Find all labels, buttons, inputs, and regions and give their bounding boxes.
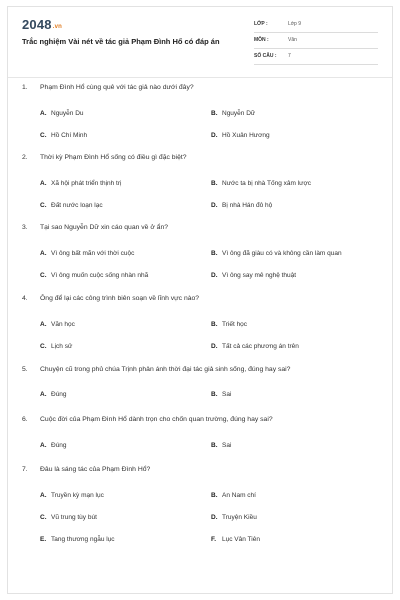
option-label: Lịch sử [51,343,73,350]
question-text [22,224,168,231]
question-text [22,416,273,423]
option-label: Hồ Chí Minh [51,132,88,139]
meta-row-subject [254,35,378,49]
option-b[interactable] [211,250,342,257]
meta-row-class [254,19,378,33]
option-b[interactable] [211,391,231,398]
question-text [22,84,194,91]
quiz-page [7,6,393,594]
option-label: Vũ trung tùy bút [51,514,97,521]
option-letter: D. [211,343,218,350]
option-label: Nguyễn Du [51,110,84,117]
option-letter: C. [40,202,47,209]
option-letter: A. [40,391,47,398]
option-e[interactable] [40,536,115,543]
question-label: Cuộc đời của Phạm Đình Hổ dành trọn cho chốn quan trường, đúng hay sai? [40,416,273,423]
option-letter: B. [211,110,218,117]
meta-info [254,19,378,67]
option-label: Văn học [51,321,75,328]
option-d[interactable] [211,202,272,209]
option-letter: E. [40,536,47,543]
question-number: 7. [22,466,28,473]
question-label: Ông để lại các công trình biên soạn về lĩnh vực nào? [40,295,200,302]
logo-suffix: .vn [52,24,63,30]
option-b[interactable] [211,492,256,499]
question-label: Chuyện cũ trong phủ chúa Trịnh phản ánh thời đại tác giả sinh sống, đúng hay sai? [40,366,291,373]
option-label: Hồ Xuân Hương [222,132,270,139]
option-letter: B. [211,391,218,398]
option-label: Tất cả các phương án trên [222,343,299,350]
option-letter: F. [211,536,217,543]
meta-row-count [254,51,378,65]
meta-value-count: 7 [288,53,291,59]
header-divider [8,77,392,78]
option-label: Triết học [222,321,248,328]
option-label: Truyền kỳ mạn lục [51,492,104,499]
option-letter: B. [211,250,218,257]
option-label: Đúng [51,391,67,398]
option-c[interactable] [40,514,97,521]
option-letter: C. [40,514,47,521]
question-text [22,466,150,473]
option-label: Bị nhà Hán đô hộ [222,202,273,209]
option-d[interactable] [211,132,270,139]
option-a[interactable] [40,110,84,117]
question-text [22,295,199,302]
option-d[interactable] [211,343,299,350]
option-letter: C. [40,343,47,350]
option-f[interactable] [211,536,260,543]
question-number: 6. [22,416,28,423]
option-letter: D. [211,272,218,279]
option-label: Sai [222,391,232,398]
option-label: Vì ông say mê nghệ thuật [222,272,297,279]
meta-label-subject: MÔN : [254,37,269,43]
option-label: An Nam chí [222,492,256,499]
meta-value-class: Lớp 9 [288,21,302,27]
option-b[interactable] [211,442,231,449]
question-label: Thời kỳ Phạm Đình Hổ sống có điều gì đặc biệt? [40,154,187,161]
question-number: 2. [22,154,28,161]
option-label: Xã hội phát triển thịnh trị [51,180,122,187]
option-label: Đất nước loạn lạc [51,202,103,209]
logo-number: 2048 [22,17,52,32]
option-letter: D. [211,132,218,139]
option-letter: A. [40,110,47,117]
question-label: Tại sao Nguyễn Dữ xin cáo quan về ở ẩn? [40,224,169,231]
option-letter: C. [40,132,47,139]
question-number: 3. [22,224,28,231]
question-label: Đâu là sáng tác của Phạm Đình Hổ? [40,466,151,473]
option-b[interactable] [211,321,247,328]
question-number: 5. [22,366,28,373]
option-a[interactable] [40,180,121,187]
option-label: Vì ông bất mãn với thời cuộc [51,250,135,257]
option-a[interactable] [40,321,75,328]
meta-label-class: LỚP : [254,21,268,27]
option-a[interactable] [40,442,67,449]
meta-label-count: SỐ CÂU : [254,53,277,59]
option-c[interactable] [40,132,87,139]
option-letter: B. [211,321,218,328]
question-text [22,154,187,161]
option-letter: A. [40,321,47,328]
option-label: Truyện Kiều [222,514,257,521]
option-a[interactable] [40,391,67,398]
header [8,7,392,77]
option-letter: D. [211,202,218,209]
option-letter: D. [211,514,218,521]
option-label: Lục Vân Tiên [222,536,260,543]
option-letter: B. [211,442,218,449]
option-a[interactable] [40,250,134,257]
option-letter: A. [40,250,47,257]
site-logo[interactable] [22,17,62,32]
option-c[interactable] [40,202,103,209]
option-b[interactable] [211,180,311,187]
question-number: 1. [22,84,28,91]
option-letter: A. [40,492,47,499]
option-d[interactable] [211,514,257,521]
page-title: Trắc nghiệm Vài nét về tác giả Phạm Đình Hổ có đáp án [22,37,220,46]
option-letter: A. [40,180,47,187]
option-label: Tang thương ngẫu lục [51,536,115,543]
question-text [22,366,290,373]
option-label: Vì ông đã giàu có và không cần làm quan [222,250,342,257]
option-label: Nước ta bị nhà Tống xâm lược [222,180,312,187]
question-label: Phạm Đình Hổ cùng quê với tác giả nào dưới đây? [40,84,194,91]
option-a[interactable] [40,492,104,499]
option-letter: C. [40,272,47,279]
option-letter: B. [211,180,218,187]
option-label: Nguyễn Dữ [222,110,256,117]
option-c[interactable] [40,343,72,350]
option-b[interactable] [211,110,255,117]
option-label: Đúng [51,442,67,449]
option-d[interactable] [211,272,296,279]
option-c[interactable] [40,272,148,279]
meta-value-subject: Văn [288,37,297,43]
option-letter: A. [40,442,47,449]
option-label: Vì ông muốn cuộc sống nhàn nhã [51,272,149,279]
option-letter: B. [211,492,218,499]
question-number: 4. [22,295,28,302]
option-label: Sai [222,442,232,449]
